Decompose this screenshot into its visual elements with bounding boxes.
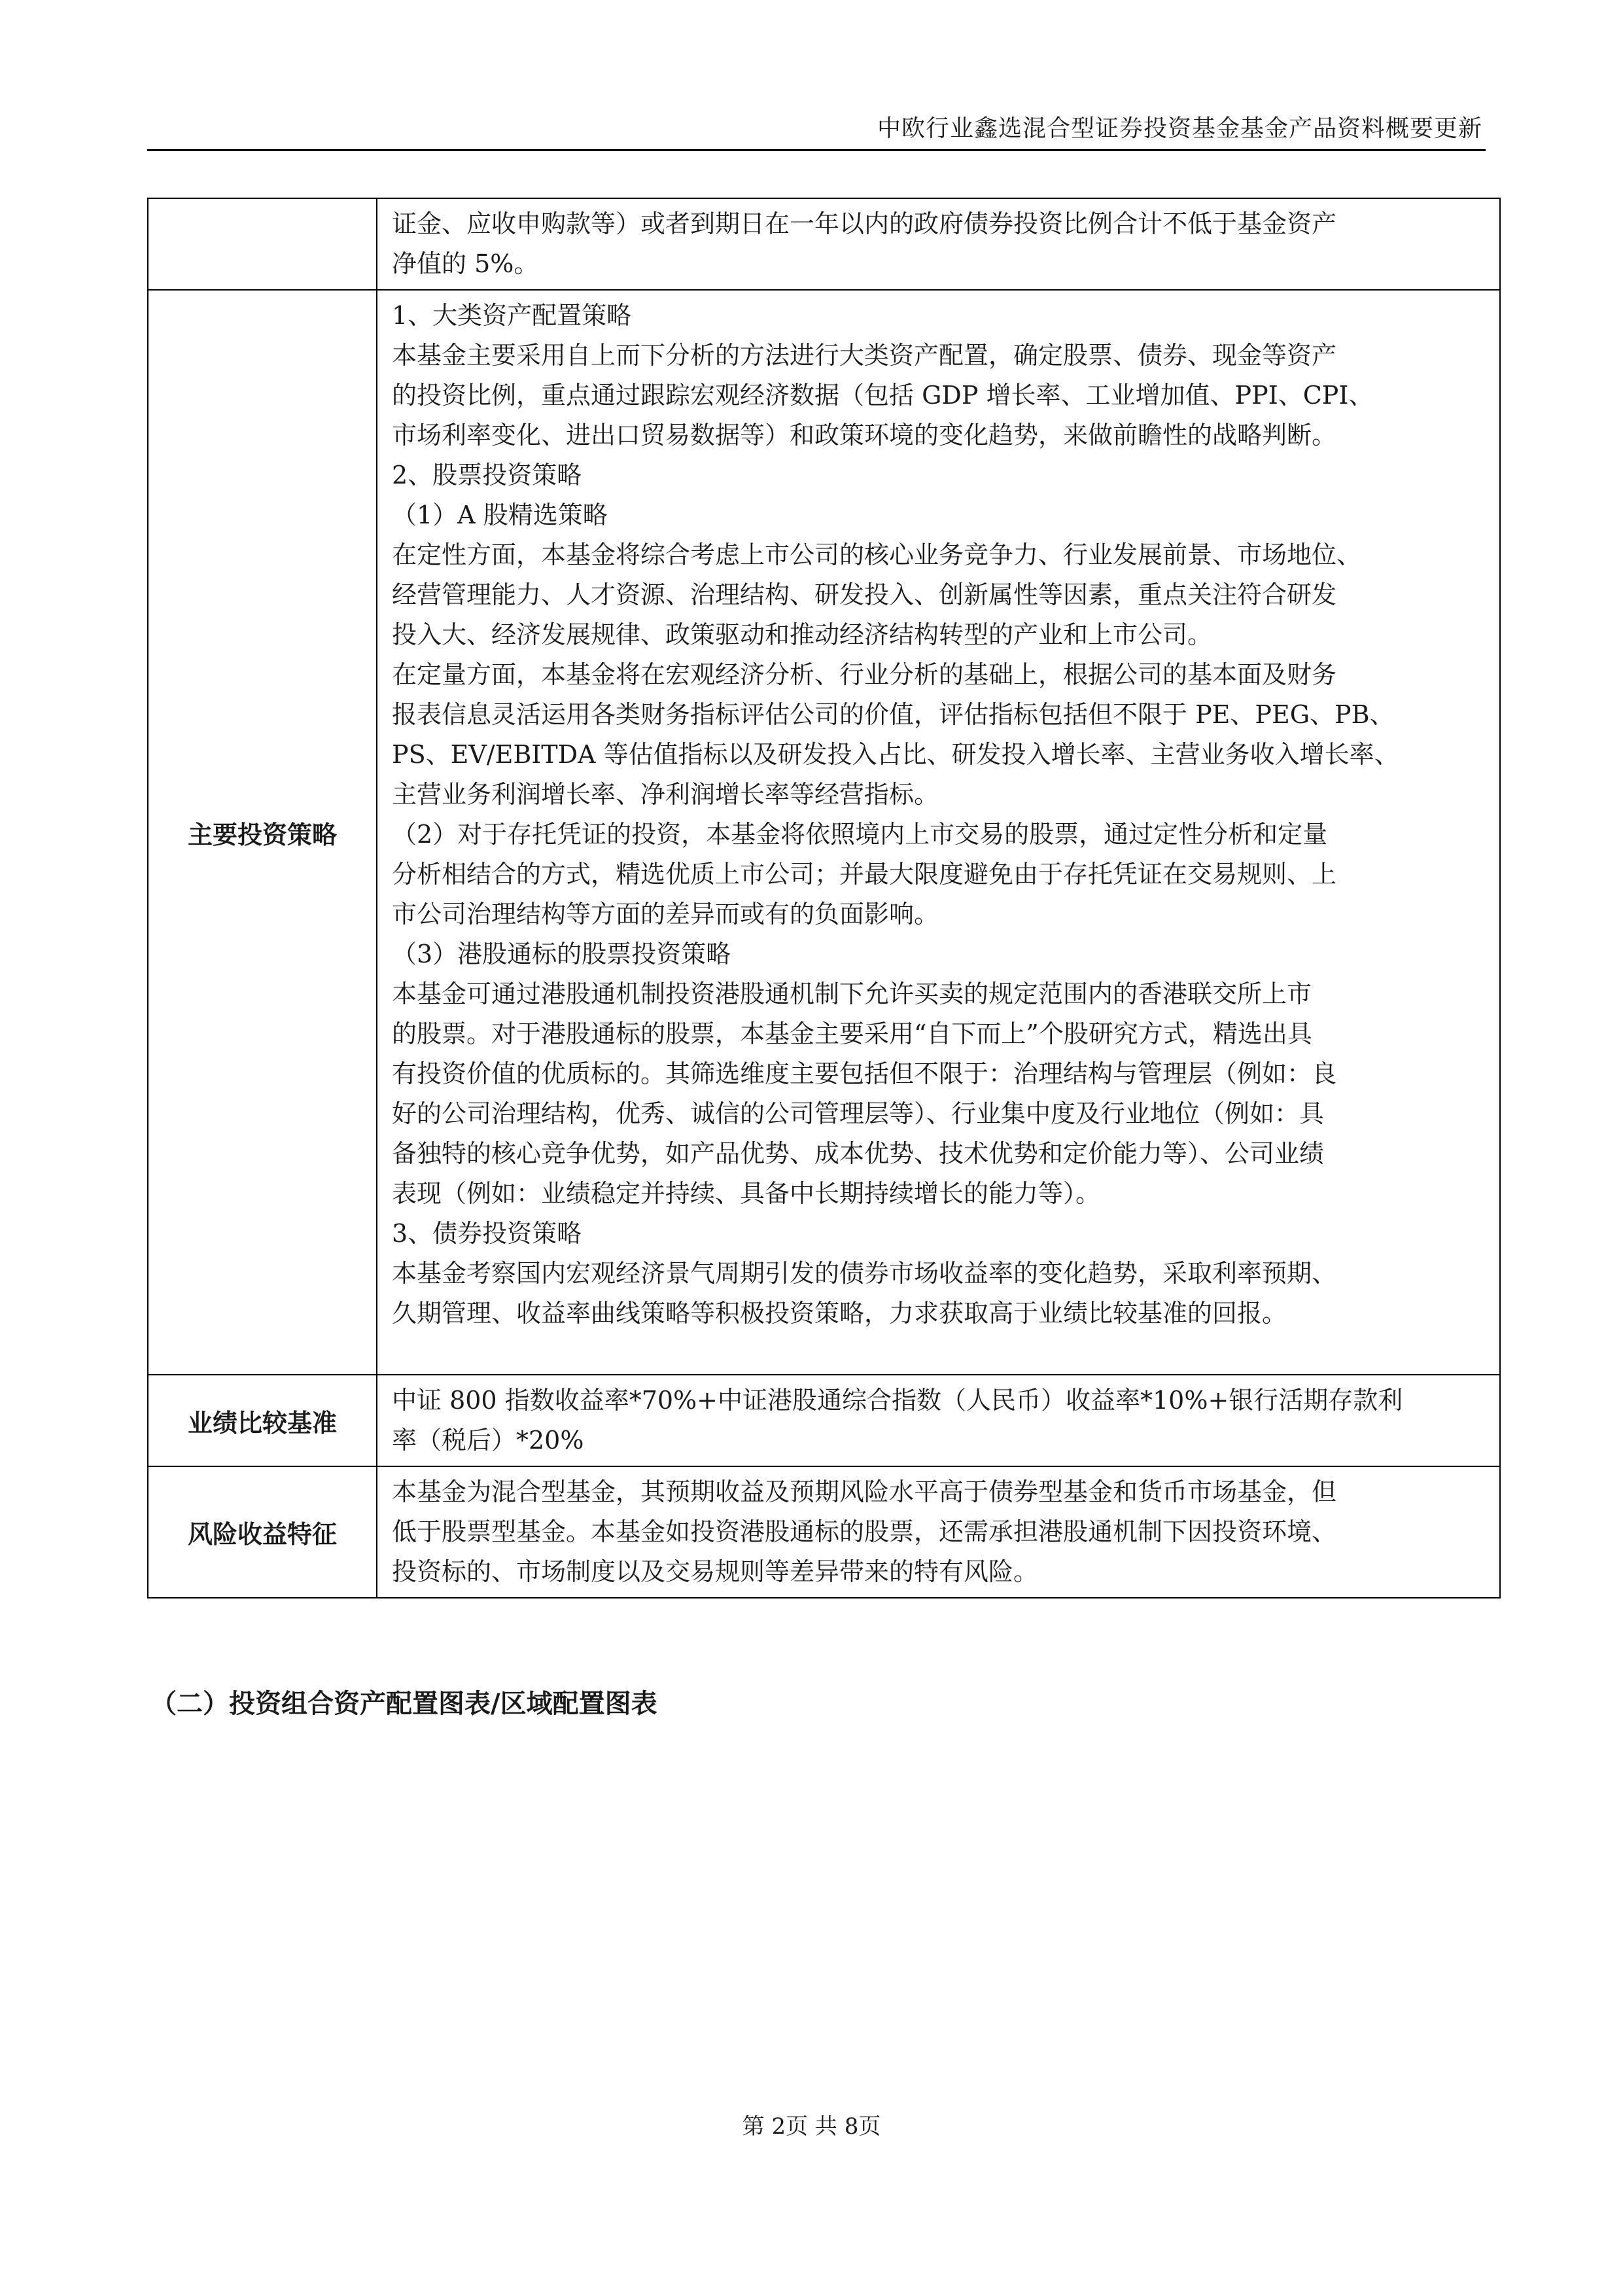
text-line: 市场利率变化、进出口贸易数据等）和政策环境的变化趋势，来做前瞻性的战略判断。 [392, 421, 1337, 450]
text-line: PS、EV/EBITDA 等估值指标以及研发投入占比、研发投入增长率、主营业务收入增长率、 [392, 740, 1399, 769]
text-line: 分析相结合的方式，精选优质上市公司；并最大限度避免由于存托凭证在交易规则、上 [392, 860, 1337, 889]
document-header-title: 中欧行业鑫选混合型证券投资基金基金产品资料概要更新 [877, 115, 1482, 142]
text-line: 在定量方面，本基金将在宏观经济分析、行业分析的基础上，根据公司的基本面及财务 [392, 660, 1337, 689]
text-line: （2）对于存托凭证的投资，本基金将依照境内上市交易的股票，通过定性分析和定量 [392, 820, 1328, 849]
section-heading-allocation-charts: （二）投资组合资产配置图表/区域配置图表 [150, 1689, 657, 1719]
text-line: （1）A 股精选策略 [392, 501, 608, 529]
row-content-risk [377, 1466, 1500, 1598]
text-line: 经营管理能力、人才资源、治理结构、研发投入、创新属性等因素，重点关注符合研发 [392, 580, 1337, 609]
text-line: 投资标的、市场制度以及交易规则等差异带来的特有风险。 [392, 1557, 1039, 1586]
table-row-continued [148, 198, 1500, 290]
text-line: 主营业务利润增长率、净利润增长率等经营指标。 [392, 780, 939, 809]
row-content-strategy [377, 290, 1500, 1375]
text-line: 本基金考察国内宏观经济景气周期引发的债券市场收益率的变化趋势，采取利率预期、 [392, 1259, 1337, 1288]
row-label-benchmark: 业绩比较基准 [148, 1375, 377, 1466]
text-line: 率（税后）*20% [392, 1426, 584, 1455]
text-line: 1、大类资产配置策略 [392, 301, 632, 330]
text-line: 有投资价值的优质标的。其筛选维度主要包括但不限于：治理结构与管理层（例如：良 [392, 1059, 1337, 1088]
text-line: 本基金主要采用自上而下分析的方法进行大类资产配置，确定股票、债券、现金等资产 [392, 341, 1337, 370]
text-line: 投入大、经济发展规律、政策驱动和推动经济结构转型的产业和上市公司。 [392, 620, 1213, 649]
table-row-benchmark [148, 1375, 1500, 1466]
page-footer-number: 第 2页 共 8页 [742, 2113, 881, 2140]
row-content-continued [377, 198, 1500, 290]
text-line: 净值的 5%。 [392, 249, 539, 278]
text-line: 在定性方面，本基金将综合考虑上市公司的核心业务竞争力、行业发展前景、市场地位、 [392, 540, 1362, 569]
text-line: 的股票。对于港股通标的股票，本基金主要采用“自下而上”个股研究方式，精选出具 [392, 1019, 1312, 1048]
row-label-strategy: 主要投资策略 [148, 290, 377, 1375]
text-line: 备独特的核心竞争优势，如产品优势、成本优势、技术优势和定价能力等）、公司业绩 [392, 1139, 1325, 1168]
text-line: （3）港股通标的股票投资策略 [392, 940, 731, 968]
row-label-empty [148, 198, 377, 290]
text-line: 本基金为混合型基金，其预期收益及预期风险水平高于债券型基金和货币市场基金，但 [392, 1477, 1337, 1506]
fund-info-table [147, 198, 1501, 1598]
text-line: 好的公司治理结构，优秀、诚信的公司管理层等）、行业集中度及行业地位（例如：具 [392, 1099, 1325, 1128]
table-row-strategy [148, 290, 1500, 1375]
text-line: 中证 800 指数收益率*70%+中证港股通综合指数（人民币）收益率*10%+银行活期存款利 [392, 1386, 1403, 1415]
text-line: 证金、应收申购款等）或者到期日在一年以内的政府债券投资比例合计不低于基金资产 [392, 209, 1337, 238]
row-label-risk: 风险收益特征 [148, 1466, 377, 1598]
table-row-risk [148, 1466, 1500, 1598]
text-line: 低于股票型基金。本基金如投资港股通标的股票，还需承担港股通机制下因投资环境、 [392, 1517, 1337, 1546]
text-line: 市公司治理结构等方面的差异而或有的负面影响。 [392, 900, 939, 928]
text-line: 本基金可通过港股通机制投资港股通机制下允许买卖的规定范围内的香港联交所上市 [392, 980, 1312, 1008]
row-content-benchmark [377, 1375, 1500, 1466]
text-line: 表现（例如：业绩稳定并持续、具备中长期持续增长的能力等）。 [392, 1179, 1101, 1208]
text-line: 久期管理、收益率曲线策略等积极投资策略，力求获取高于业绩比较基准的回报。 [392, 1299, 1287, 1328]
text-line: 3、债券投资策略 [392, 1219, 582, 1248]
header-divider [147, 149, 1486, 151]
text-line: 的投资比例，重点通过跟踪宏观经济数据（包括 GDP 增长率、工业增加值、PPI、CPI、 [392, 381, 1374, 410]
text-line: 2、股票投资策略 [392, 461, 582, 489]
text-line: 报表信息灵活运用各类财务指标评估公司的价值，评估指标包括但不限于 PE、PEG、PB、 [392, 700, 1395, 729]
